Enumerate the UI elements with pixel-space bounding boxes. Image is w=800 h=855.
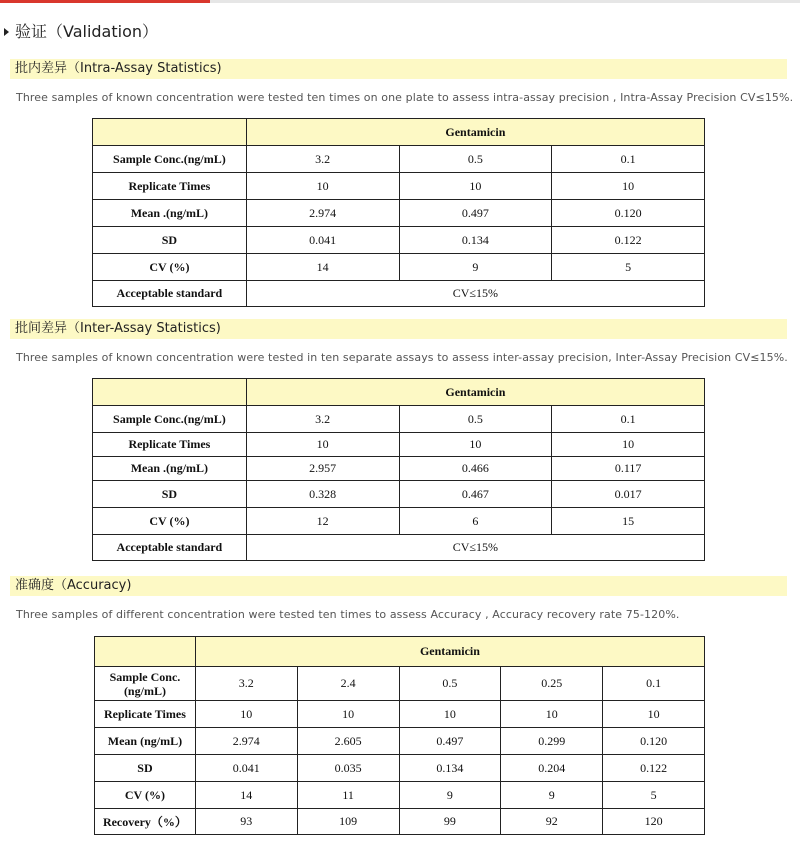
table-cell: 0.5 [399, 667, 501, 701]
table-row [93, 200, 705, 227]
table-cell: 0.5 [399, 406, 552, 433]
table-row [95, 701, 705, 728]
table-cell: 0.041 [246, 227, 399, 254]
table-cell: 3.2 [246, 146, 399, 173]
row-label: Acceptable standard [93, 535, 247, 561]
table-cell: 9 [399, 782, 501, 809]
table-cell: 14 [195, 782, 297, 809]
intra-assay-heading: 批内差异（Intra-Assay Statistics) [10, 59, 787, 79]
row-label: Replicate Times [95, 701, 196, 728]
row-label: Recovery（%） [95, 809, 196, 835]
row-label: Sample Conc.(ng/mL) [95, 667, 196, 701]
table-cell: 5 [603, 782, 705, 809]
table-header-row [95, 637, 705, 667]
table-row [93, 173, 705, 200]
table-cell: 10 [399, 433, 552, 457]
table-cell: 0.017 [552, 481, 705, 508]
table-cell: 10 [552, 173, 705, 200]
table-row [93, 481, 705, 508]
table-row [93, 406, 705, 433]
table-cell: 0.466 [399, 457, 552, 481]
top-divider [0, 0, 800, 3]
row-label: CV (%) [93, 508, 247, 535]
table-cell: 14 [246, 254, 399, 281]
header-corner-cell [93, 119, 247, 146]
analyte-header: Gentamicin [246, 119, 704, 146]
table-row [93, 227, 705, 254]
top-divider-accent [0, 0, 210, 3]
table-cell: 10 [603, 701, 705, 728]
table-cell: 0.1 [552, 406, 705, 433]
header-corner-cell [95, 637, 196, 667]
acceptable-standard-value: CV≤15% [246, 281, 704, 307]
table-cell: 15 [552, 508, 705, 535]
inter-assay-table [92, 378, 705, 561]
table-cell: 2.974 [246, 200, 399, 227]
table-cell: 0.134 [399, 755, 501, 782]
table-cell: 10 [399, 701, 501, 728]
table-header-row [93, 379, 705, 406]
table-cell: 0.122 [552, 227, 705, 254]
table-cell: 10 [297, 701, 399, 728]
table-row [93, 508, 705, 535]
table-cell: 0.328 [246, 481, 399, 508]
table-cell: 0.120 [552, 200, 705, 227]
table-cell: 0.1 [552, 146, 705, 173]
table-cell: 6 [399, 508, 552, 535]
row-label: SD [93, 481, 247, 508]
row-label: Mean (ng/mL) [95, 728, 196, 755]
table-cell: 0.134 [399, 227, 552, 254]
table-cell: 0.5 [399, 146, 552, 173]
analyte-header: Gentamicin [246, 379, 704, 406]
table-cell: 11 [297, 782, 399, 809]
row-label: Sample Conc.(ng/mL) [93, 406, 247, 433]
row-label: Replicate Times [93, 173, 247, 200]
row-label: SD [95, 755, 196, 782]
table-cell: 0.117 [552, 457, 705, 481]
table-cell: 5 [552, 254, 705, 281]
table-cell: 92 [501, 809, 603, 835]
table-row [95, 782, 705, 809]
table-cell: 0.035 [297, 755, 399, 782]
table-cell: 3.2 [195, 667, 297, 701]
table-cell: 10 [246, 173, 399, 200]
table-row [93, 146, 705, 173]
table-cell: 10 [399, 173, 552, 200]
intra-assay-table [92, 118, 705, 307]
table-cell: 0.122 [603, 755, 705, 782]
table-cell: 0.041 [195, 755, 297, 782]
page-title-text: 验证（Validation） [15, 22, 159, 41]
table-cell: 2.974 [195, 728, 297, 755]
table-row [95, 809, 705, 835]
table-row [93, 535, 705, 561]
table-cell: 9 [399, 254, 552, 281]
row-label: SD [93, 227, 247, 254]
table-cell: 0.204 [501, 755, 603, 782]
table-row [95, 755, 705, 782]
acceptable-standard-value: CV≤15% [246, 535, 704, 561]
table-cell: 0.1 [603, 667, 705, 701]
row-label: Sample Conc.(ng/mL) [93, 146, 247, 173]
table-cell: 10 [195, 701, 297, 728]
row-label: CV (%) [95, 782, 196, 809]
accuracy-heading: 准确度（Accuracy) [10, 576, 787, 596]
table-row [93, 433, 705, 457]
analyte-header: Gentamicin [195, 637, 704, 667]
table-cell: 10 [501, 701, 603, 728]
row-label: Replicate Times [93, 433, 247, 457]
intra-assay-description: Three samples of known concentration were tested ten times on one plate to assess intra-assay precision , Intra-Assay Precision CV≤15%. [16, 91, 794, 104]
table-cell: 2.4 [297, 667, 399, 701]
table-row [95, 728, 705, 755]
header-corner-cell [93, 379, 247, 406]
row-label: Mean .(ng/mL) [93, 200, 247, 227]
table-row [93, 457, 705, 481]
table-cell: 12 [246, 508, 399, 535]
table-cell: 0.467 [399, 481, 552, 508]
table-row [95, 667, 705, 701]
table-cell: 10 [552, 433, 705, 457]
table-cell: 99 [399, 809, 501, 835]
bullet-triangle-icon [4, 28, 9, 36]
table-cell: 120 [603, 809, 705, 835]
row-label: CV (%) [93, 254, 247, 281]
row-label: Acceptable standard [93, 281, 247, 307]
table-cell: 10 [246, 433, 399, 457]
table-cell: 93 [195, 809, 297, 835]
table-cell: 0.497 [399, 200, 552, 227]
table-cell: 109 [297, 809, 399, 835]
table-header-row [93, 119, 705, 146]
inter-assay-heading: 批间差异（Inter-Assay Statistics) [10, 319, 787, 339]
table-row [93, 254, 705, 281]
accuracy-description: Three samples of different concentration were tested ten times to assess Accuracy , Accuracy recovery rate 75-120%. [16, 608, 680, 621]
table-cell: 0.120 [603, 728, 705, 755]
table-cell: 2.957 [246, 457, 399, 481]
table-cell: 0.299 [501, 728, 603, 755]
table-cell: 3.2 [246, 406, 399, 433]
row-label: Mean .(ng/mL) [93, 457, 247, 481]
accuracy-table [94, 636, 705, 835]
table-cell: 0.25 [501, 667, 603, 701]
table-row [93, 281, 705, 307]
inter-assay-description: Three samples of known concentration were tested in ten separate assays to assess inter-assay precision, Inter-Assay Precision CV≤15%. [16, 351, 788, 364]
table-cell: 9 [501, 782, 603, 809]
table-cell: 0.497 [399, 728, 501, 755]
page-title [0, 20, 158, 44]
table-cell: 2.605 [297, 728, 399, 755]
